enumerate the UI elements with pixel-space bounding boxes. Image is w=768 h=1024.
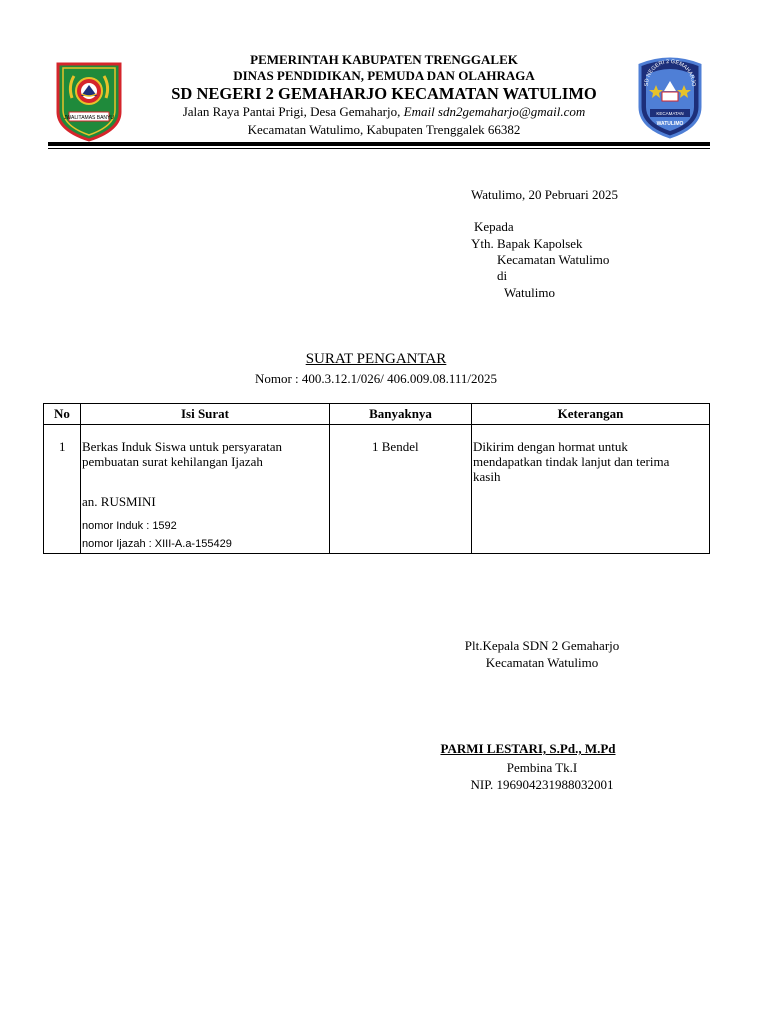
regency-emblem-ribbon-text: JWALITAMAS BANYU [63, 115, 115, 121]
place-date: Watulimo, 20 Pebruari 2025 [471, 187, 618, 202]
quantity: 1 Bendel [372, 439, 419, 454]
header-keterangan: Keterangan [472, 404, 710, 425]
school-name: SD NEGERI 2 GEMAHARJO KECAMATAN WATULIMO [171, 84, 597, 103]
signatory-rank: Pembina Tk.I [506, 760, 578, 775]
department-name: DINAS PENDIDIKAN, PEMUDA DAN OLAHRAGA [233, 68, 535, 83]
signatory-name: PARMI LESTARI, S.Pd., M.Pd [440, 741, 616, 756]
school-badge-arc-text: SD NEGERI 2 GEMAHARJO [643, 58, 697, 87]
signatory-district: Kecamatan Watulimo [485, 655, 599, 670]
ket-line1: Dikirim dengan hormat untuk [473, 439, 628, 454]
letterhead-divider [48, 142, 710, 146]
student-name: an. RUSMINI [82, 494, 156, 509]
cell-isi-surat [81, 425, 330, 554]
address-street: Jalan Raya Pantai Prigi, Desa Gemaharjo, [182, 104, 401, 119]
header-no: No [44, 404, 81, 425]
header-banyaknya: Banyaknya [330, 404, 472, 425]
letter-number: Nomor : 400.3.12.1/026/ 406.009.08.111/2025 [254, 371, 498, 386]
student-nomor-ijazah: nomor Ijazah : XIII-A.a-155429 [82, 538, 232, 550]
school-address-line2: Kecamatan Watulimo, Kabupaten Trenggalek 66382 [247, 122, 521, 137]
cell-keterangan [472, 425, 710, 554]
table-header-row [44, 404, 710, 425]
letter-title: SURAT PENGANTAR [305, 351, 447, 367]
school-badge-banner-text: KECAMATAN [656, 111, 684, 116]
school-badge-banner-text-2: WATULIMO [656, 121, 684, 127]
addressee-di: di [497, 268, 508, 283]
cell-no [44, 425, 81, 554]
letterhead-divider-thin [48, 148, 710, 149]
government-name: PEMERINTAH KABUPATEN TRENGGALEK [250, 52, 518, 67]
signatory-nip: NIP. 196904231988032001 [470, 777, 614, 792]
isi-line1: Berkas Induk Siswa untuk persyaratan [82, 439, 283, 454]
address-email: Email sdn2gemaharjo@gmail.com [403, 104, 586, 119]
ket-line2: mendapatkan tindak lanjut dan terima [473, 454, 670, 469]
addressee-city: Watulimo [504, 285, 555, 300]
isi-line2: pembuatan surat kehilangan Ijazah [82, 454, 263, 469]
cell-banyaknya [330, 425, 472, 554]
contents-table [43, 403, 710, 554]
ket-line3: kasih [473, 469, 501, 484]
addressee-kepada: Kepada [474, 219, 514, 234]
row-number: 1 [59, 439, 66, 454]
header-isi-surat: Isi Surat [81, 404, 330, 425]
addressee-district: Kecamatan Watulimo [497, 252, 610, 267]
student-nomor-induk: nomor Induk : 1592 [82, 520, 177, 532]
table-row [44, 425, 710, 554]
signatory-position: Plt.Kepala SDN 2 Gemaharjo [464, 638, 620, 653]
addressee-yth: Yth. Bapak Kapolsek [471, 236, 583, 251]
school-address [0, 104, 768, 120]
